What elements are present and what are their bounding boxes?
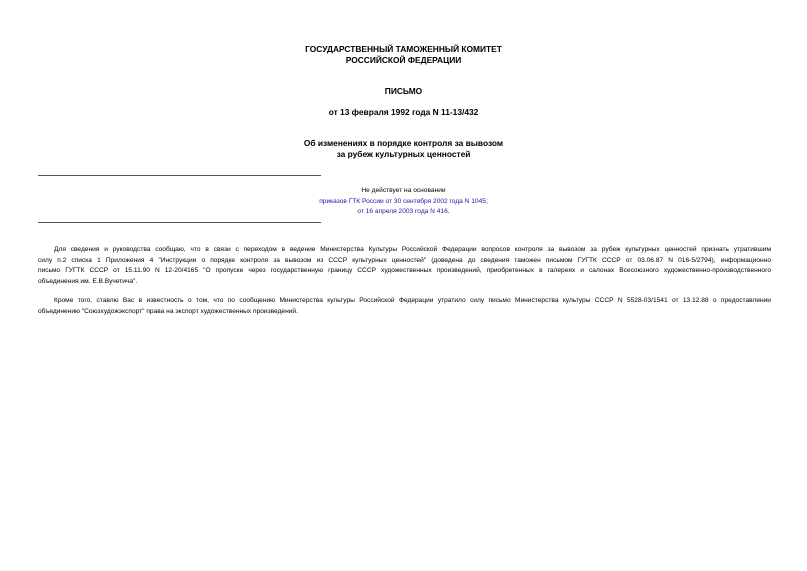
org-line-2: РОССИЙСКОЙ ФЕДЕРАЦИИ: [345, 54, 462, 65]
status-link-row-1: [300, 197, 507, 208]
status-link-1-suffix: ;: [485, 197, 488, 205]
paragraph-1-line-1: Для сведения и руководства сообщаю, что в связи с переходом в ведение Министерства Культуры Российской Федерации вопросов контроля за вывозом за рубеж культурных ценностей признать утратившим: [54, 246, 771, 253]
paragraph-1-line-4: объединения им. Е.В.Вучетича".: [38, 277, 138, 285]
document-type: ПИСЬМО: [384, 86, 423, 96]
status-link-row-2: [300, 207, 507, 218]
issuing-organization: [0, 44, 807, 65]
document-title: [0, 138, 807, 159]
paragraph-1-line-2: силу п.2 списка 1 Приложения 4 "Инструкции о порядке контроля за вывозом из СССР культурных ценностей" (доведена до сведения таможен письмом ГУГТК СССР от 03.06.87 N 016-5/2794), информационно: [38, 256, 771, 264]
status-link-2-suffix: .: [447, 208, 450, 216]
title-line-1: Об изменениях в порядке контроля за вывозом: [303, 138, 504, 148]
status-line: Не действует на основании: [361, 187, 446, 194]
order-link-1045[interactable]: приказов ГТК России от 30 сентября 2002 года N 1045: [319, 197, 486, 205]
paragraph-1-line-3: письмо ГУГТК СССР от 15.11.90 N 12-20/4165 "О пропуске через государственную границу СССР художественных произведений, приобретенных в галереях и салонах Всесоюзного художественно-производственного: [38, 267, 771, 275]
document-date-number: от 13 февраля 1992 года N 11-13/432: [328, 107, 479, 117]
order-link-416[interactable]: от 16 апреля 2003 года N 416: [357, 208, 448, 216]
status-divider-top: [38, 175, 321, 176]
body-paragraph-1: [38, 245, 771, 287]
status-divider-bottom: [38, 222, 321, 223]
org-line-1: ГОСУДАРСТВЕННЫЙ ТАМОЖЕННЫЙ КОМИТЕТ: [305, 44, 502, 54]
paragraph-2-line-2: объединению "Союзхудожэкспорт" права на экспорт художественных произведений.: [38, 307, 298, 315]
title-line-2: за рубеж культурных ценностей: [336, 148, 471, 159]
body-paragraph-2: [38, 296, 771, 317]
document-status-note: [300, 186, 507, 218]
paragraph-2-line-1: Кроме того, ставлю Вас в известность о том, что по сообщению Министерства культуры Российской Федерации утратило силу письмо Министерства культуры СССР N 5528-03/1541 от 13.12.88 о предоставлении: [54, 297, 771, 304]
